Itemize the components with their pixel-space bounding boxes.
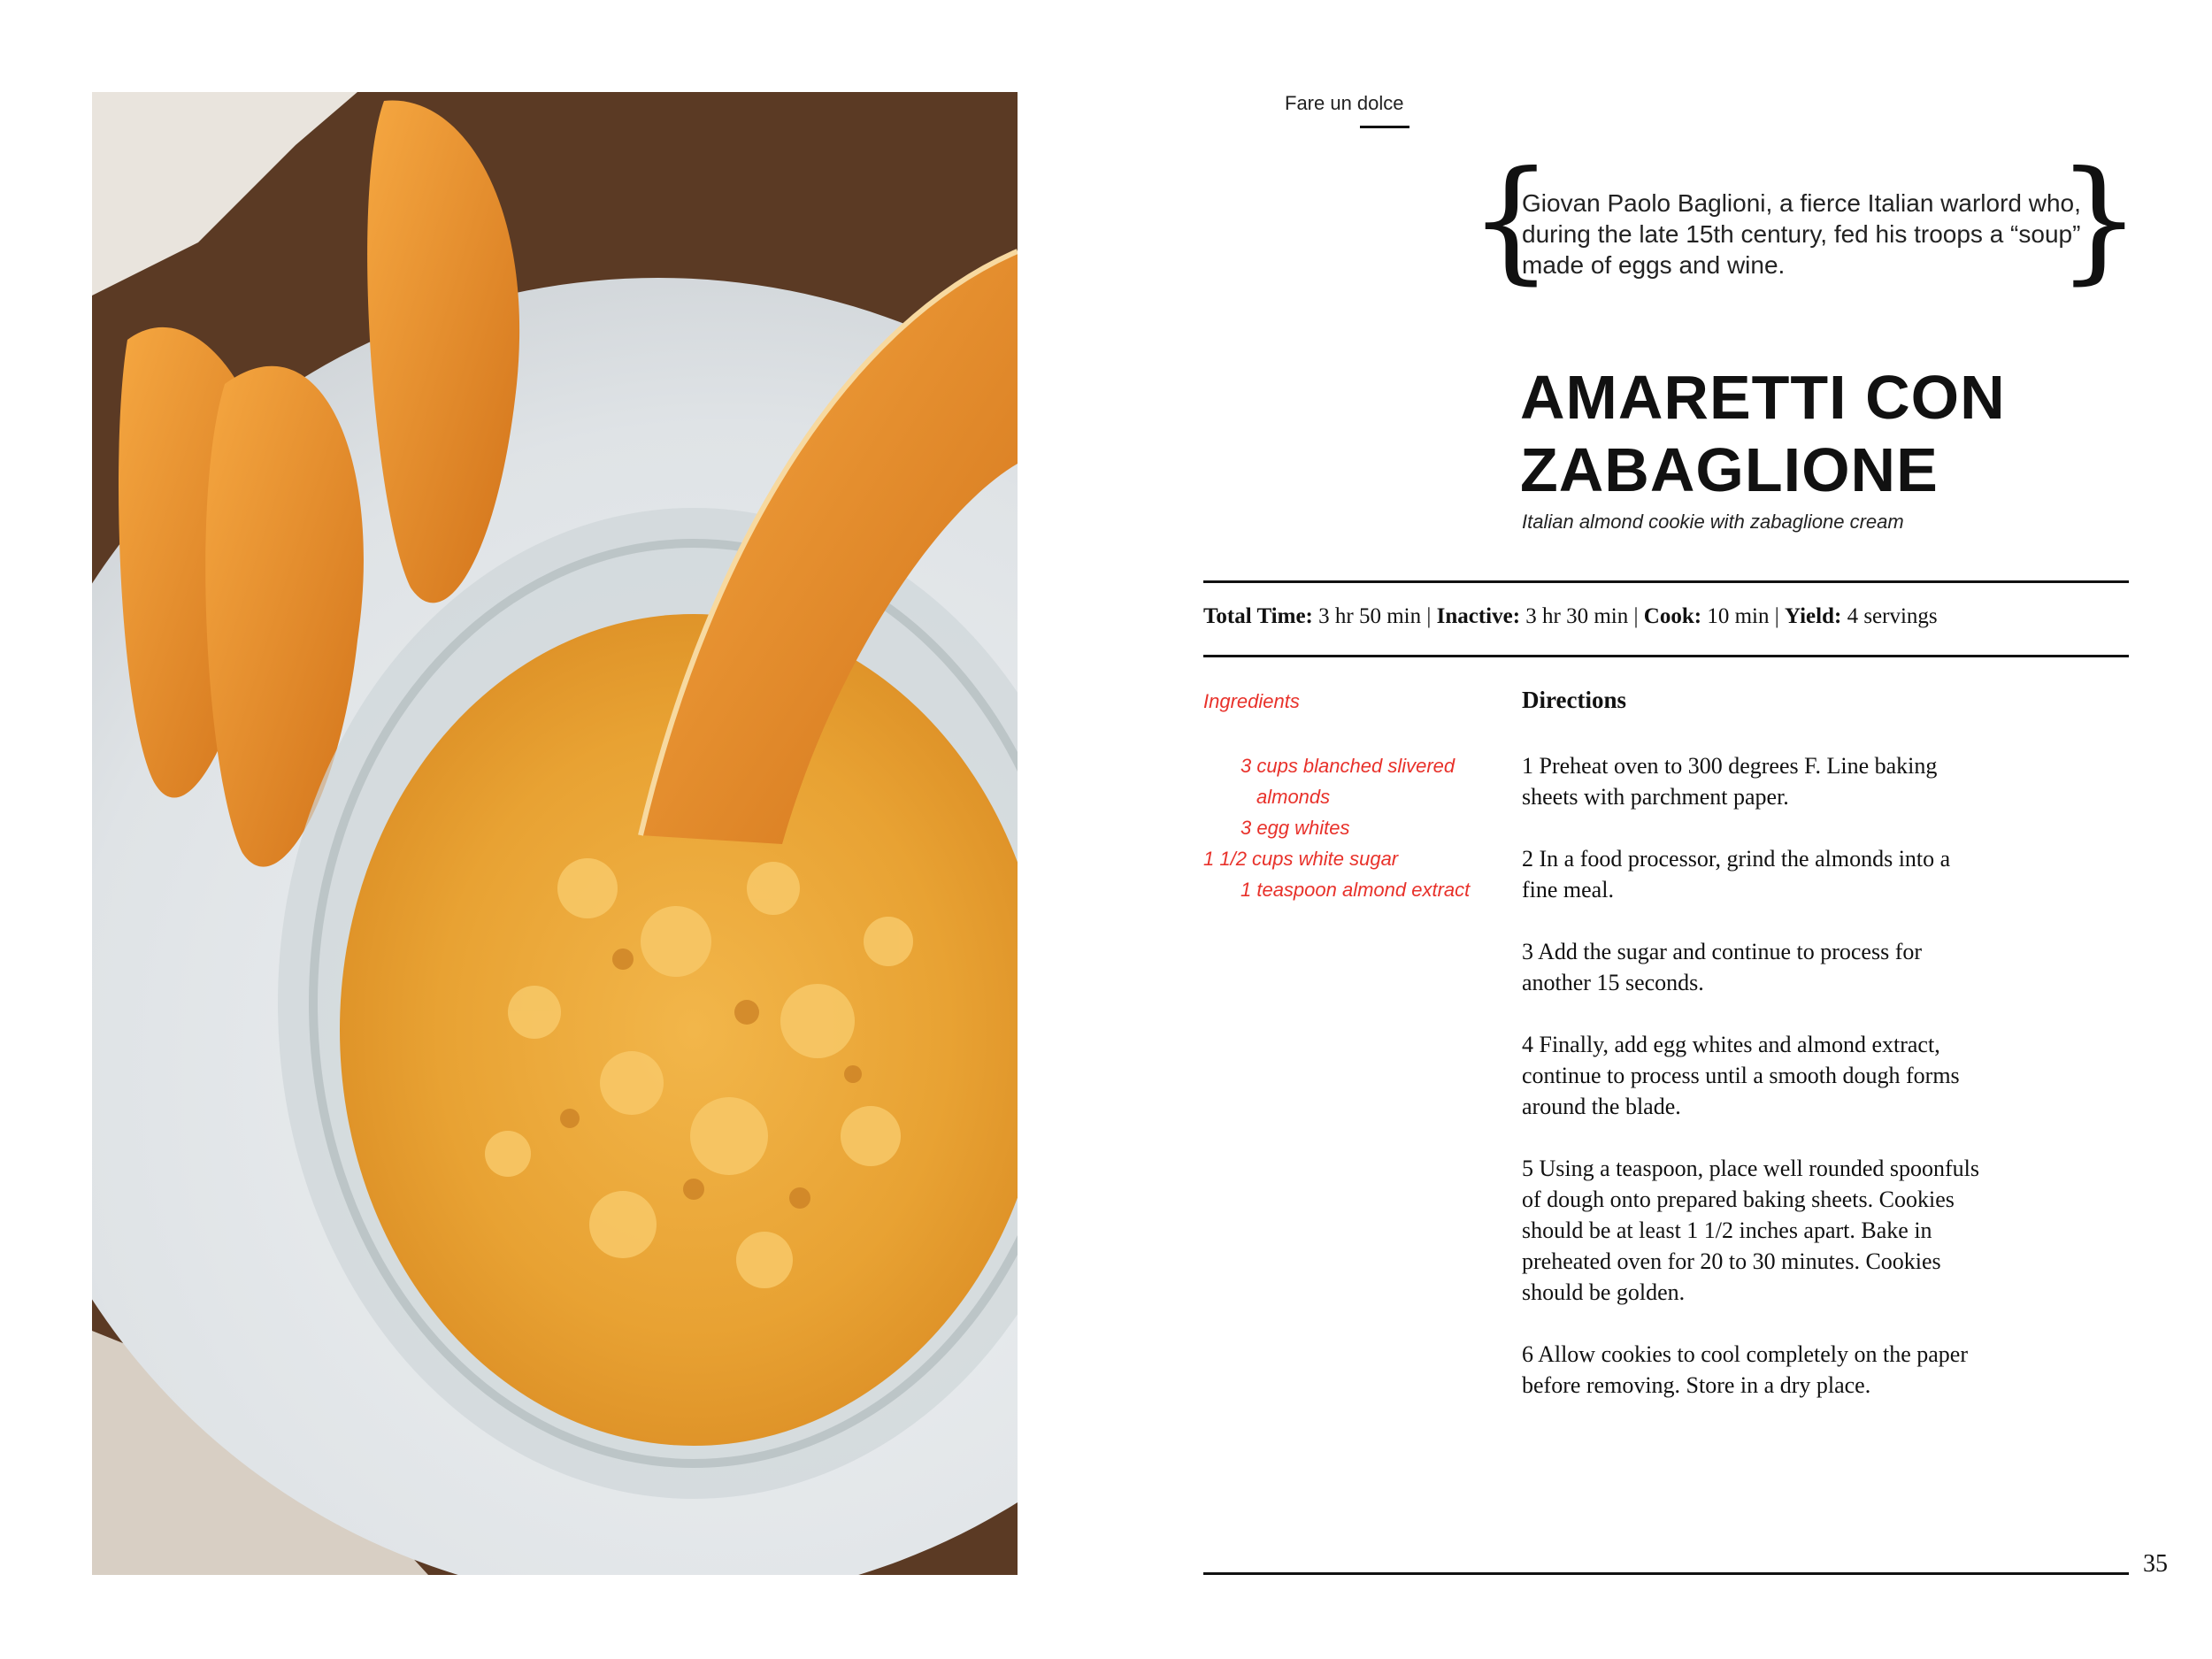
ingredient-item: 1 teaspoon almond extract xyxy=(1240,879,1471,901)
section-label-underline xyxy=(1360,126,1409,128)
directions-heading: Directions xyxy=(1522,687,1626,713)
direction-step: 1 Preheat oven to 300 degrees F. Line baking sheets with parchment paper. xyxy=(1522,753,1938,810)
left-brace-icon: { xyxy=(1469,143,1554,297)
ingredient-item: 1 1/2 cups white sugar xyxy=(1203,848,1399,870)
inactive-label: Inactive: xyxy=(1436,604,1521,628)
ingredient-item: 3 egg whites xyxy=(1240,817,1350,839)
recipe-title xyxy=(1520,361,2139,506)
directions-list xyxy=(1522,750,1991,1432)
direction-step: 5 Using a teaspoon, place well rounded spoonfuls of dough onto prepared baking sheets. Cookies should be at least 1 1/2 inches apart. Bake in preheated oven for 20 to 30 minutes. Cookies should be golden. xyxy=(1522,1156,1980,1305)
yield-label: Yield: xyxy=(1784,604,1842,628)
pull-quote-text: Giovan Paolo Baglioni, a fierce Italian warlord who, during the late 15th century, fed his troops a “soup” made of eggs and wine. xyxy=(1522,189,2081,279)
recipe-title-line-1: AMARETTI CON xyxy=(1520,363,2006,432)
section-label: Fare un dolce xyxy=(1285,92,1404,114)
direction-step: 6 Allow cookies to cool completely on the paper before removing. Store in a dry place. xyxy=(1522,1341,1968,1398)
total-time-value: 3 hr 50 min xyxy=(1318,604,1422,628)
recipe-subtitle: Italian almond cookie with zabaglione cream xyxy=(1522,511,1904,533)
cook-value: 10 min xyxy=(1707,604,1770,628)
ingredients-list xyxy=(1203,750,1495,905)
divider-middle xyxy=(1203,655,2129,657)
recipe-info-line xyxy=(1203,604,2129,629)
recipe-title-line-2: ZABAGLIONE xyxy=(1520,435,1939,504)
dessert-illustration xyxy=(92,92,1018,1575)
yield-value: 4 servings xyxy=(1847,604,1938,628)
inactive-value: 3 hr 30 min xyxy=(1525,604,1629,628)
ingredient-item: almonds xyxy=(1256,786,1331,808)
direction-step: 2 In a food processor, grind the almonds into a fine meal. xyxy=(1522,846,1951,902)
ingredient-item: 3 cups blanched slivered xyxy=(1240,755,1455,777)
dessert-photo xyxy=(92,92,1018,1575)
info-separator: | xyxy=(1774,604,1779,628)
info-separator: | xyxy=(1633,604,1639,628)
right-brace-icon: } xyxy=(2056,143,2141,297)
ingredients-heading: Ingredients xyxy=(1203,690,1300,712)
direction-step: 3 Add the sugar and continue to process for another 15 seconds. xyxy=(1522,939,1923,995)
divider-bottom xyxy=(1203,1572,2129,1575)
cook-label: Cook: xyxy=(1643,604,1702,628)
page-number: 35 xyxy=(2143,1550,2168,1578)
info-separator: | xyxy=(1426,604,1432,628)
total-time-label: Total Time: xyxy=(1203,604,1313,628)
pull-quote xyxy=(1469,143,2141,310)
direction-step: 4 Finally, add egg whites and almond extract, continue to process until a smooth dough forms around the blade. xyxy=(1522,1032,1960,1119)
divider-top xyxy=(1203,580,2129,583)
